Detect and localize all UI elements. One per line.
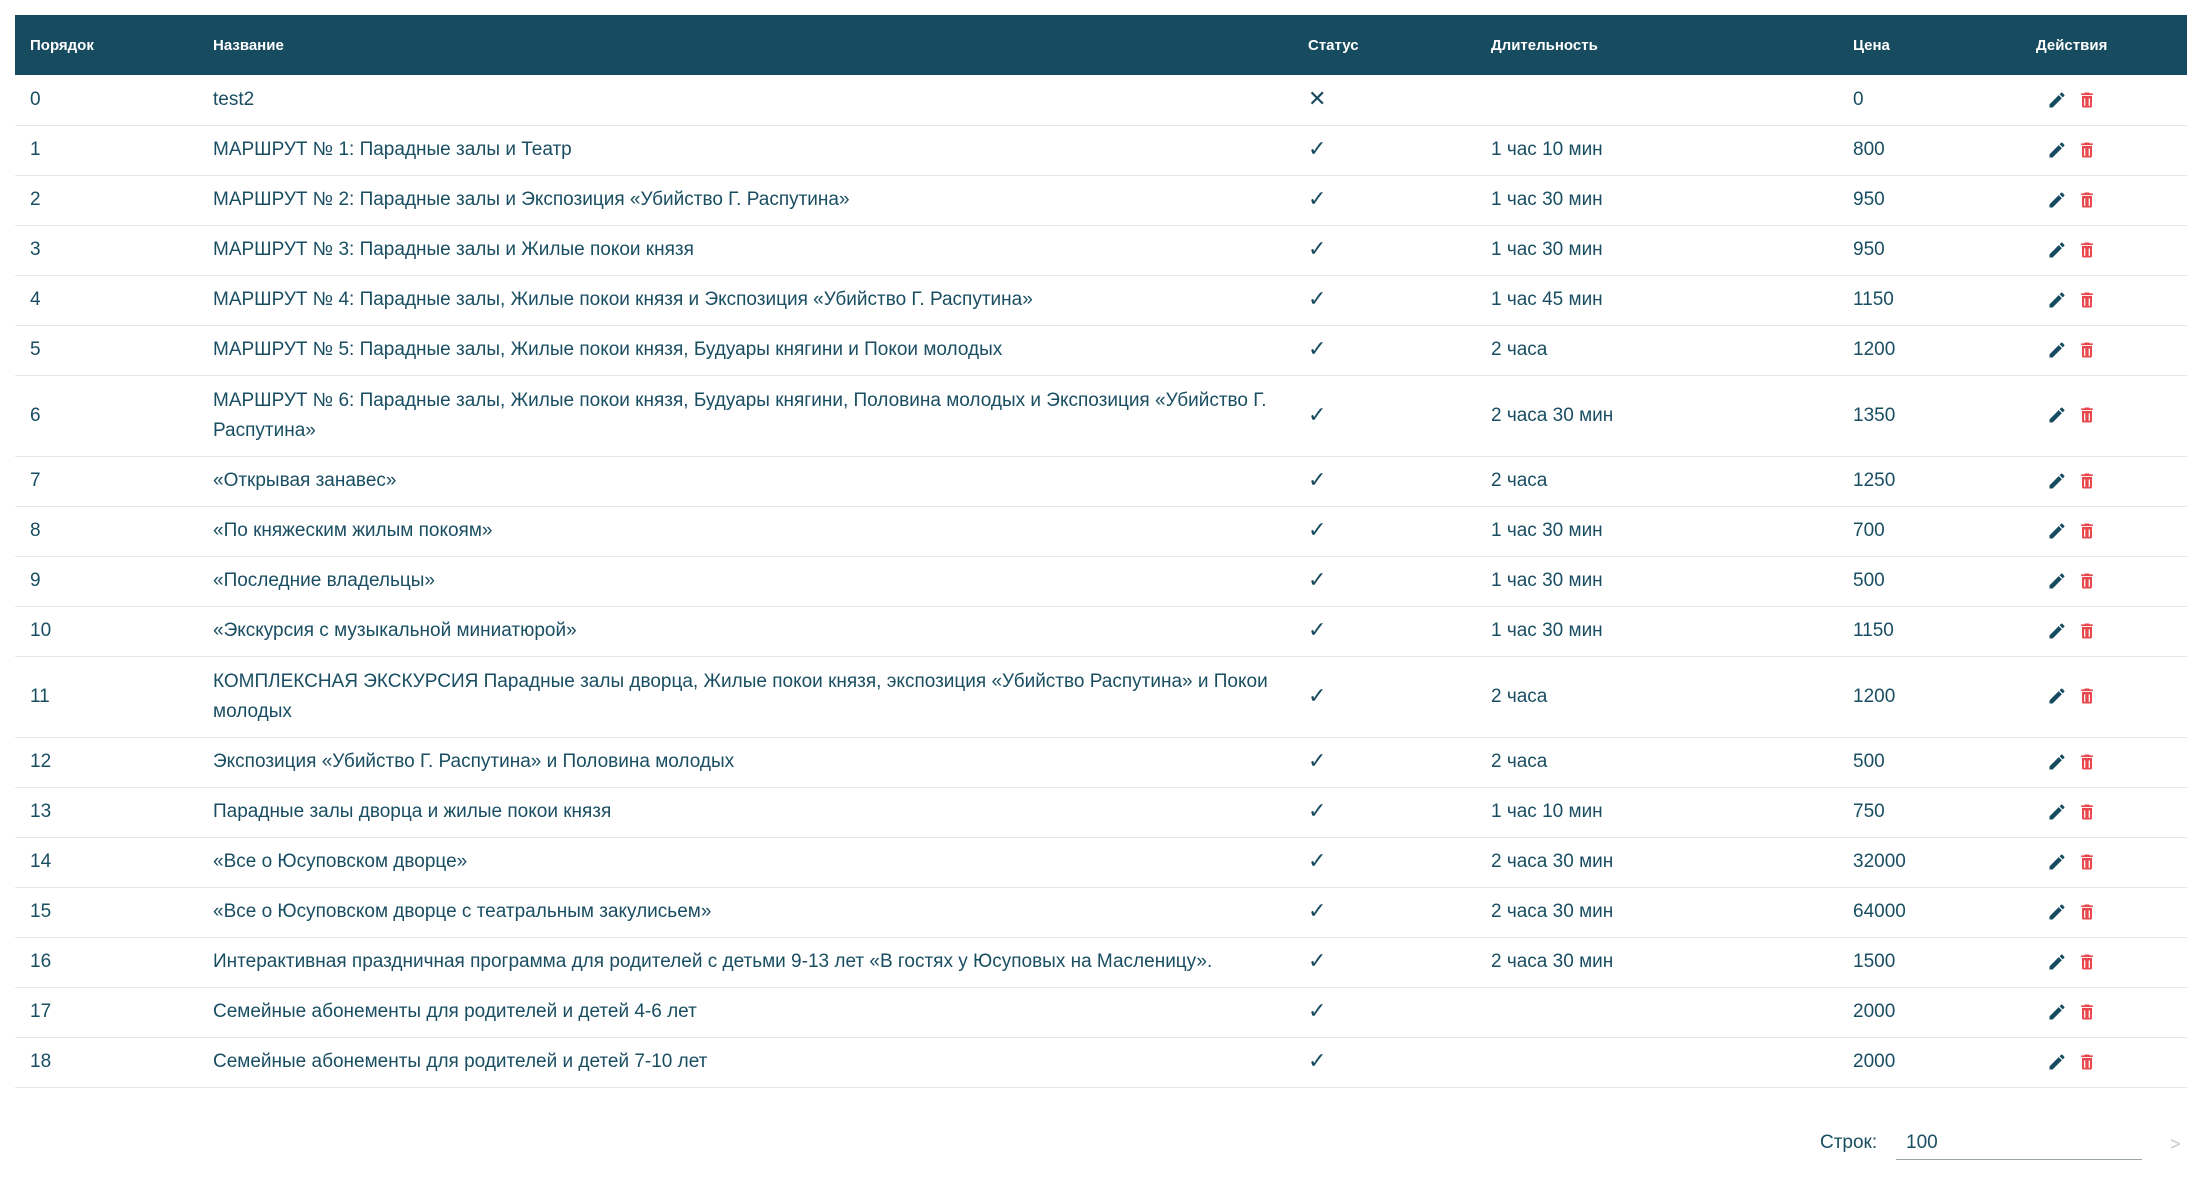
cell-name: «Все о Юсуповском дворце» <box>198 837 1293 887</box>
status-icon: ✓ <box>1308 286 1327 311</box>
table-row[interactable] <box>15 75 2187 125</box>
header-actions: Действия <box>2036 36 2108 54</box>
status-icon: ✓ <box>1308 617 1327 642</box>
status-icon: ✓ <box>1308 236 1327 261</box>
cell-price: 700 <box>1838 506 2021 556</box>
cell-status <box>1293 606 1476 656</box>
pencil-icon[interactable] <box>2044 618 2070 644</box>
cell-actions <box>2021 787 2187 837</box>
trash-icon[interactable] <box>2074 337 2100 363</box>
table-row[interactable] <box>15 556 2187 606</box>
cell-name: «Все о Юсуповском дворце с театральным закулисьем» <box>198 887 1293 937</box>
cell-order: 16 <box>15 937 198 987</box>
cell-price: 1350 <box>1838 375 2021 456</box>
cell-duration: 1 час 30 мин <box>1476 556 1838 606</box>
cell-order: 14 <box>15 837 198 887</box>
cell-name: «Экскурсия с музыкальной миниатюрой» <box>198 606 1293 656</box>
cell-actions <box>2021 837 2187 887</box>
cell-duration: 1 час 30 мин <box>1476 225 1838 275</box>
trash-icon[interactable] <box>2074 849 2100 875</box>
cell-status <box>1293 887 1476 937</box>
cell-actions <box>2021 456 2187 506</box>
pencil-icon[interactable] <box>2044 683 2070 709</box>
table-row[interactable] <box>15 125 2187 175</box>
cell-duration <box>1476 75 1838 125</box>
cell-name: Семейные абонементы для родителей и детей 7-10 лет <box>198 1037 1293 1087</box>
cell-order: 5 <box>15 325 198 375</box>
pencil-icon[interactable] <box>2044 237 2070 263</box>
status-icon: ✓ <box>1308 136 1327 161</box>
status-icon: ✓ <box>1308 567 1327 592</box>
trash-icon[interactable] <box>2074 1049 2100 1075</box>
pencil-icon[interactable] <box>2044 949 2070 975</box>
cell-price: 0 <box>1838 75 2021 125</box>
trash-icon[interactable] <box>2074 683 2100 709</box>
cell-order: 7 <box>15 456 198 506</box>
table-header-row <box>15 15 2187 75</box>
cell-price: 2000 <box>1838 987 2021 1037</box>
cell-order: 13 <box>15 787 198 837</box>
table-row[interactable] <box>15 737 2187 787</box>
status-icon: ✓ <box>1308 401 1327 427</box>
cell-duration: 2 часа <box>1476 325 1838 375</box>
header-order[interactable]: Порядок <box>30 36 94 54</box>
cell-name: Экспозиция «Убийство Г. Распутина» и Половина молодых <box>198 737 1293 787</box>
cell-order: 15 <box>15 887 198 937</box>
cell-price: 1500 <box>1838 937 2021 987</box>
cell-duration: 1 час 10 мин <box>1476 787 1838 837</box>
cell-actions <box>2021 75 2187 125</box>
status-icon: ✓ <box>1308 682 1327 708</box>
cell-name: Парадные залы дворца и жилые покои князя <box>198 787 1293 837</box>
cell-price: 950 <box>1838 175 2021 225</box>
cell-name: МАРШРУТ № 6: Парадные залы, Жилые покои князя, Будуары княгини, Половина молодых и Экспозиция «Убийство Г. Распутина» <box>198 375 1293 456</box>
cell-actions <box>2021 175 2187 225</box>
cell-order: 6 <box>15 375 198 456</box>
cell-status <box>1293 837 1476 887</box>
pencil-icon[interactable] <box>2044 568 2070 594</box>
cell-name: «Открывая занавес» <box>198 456 1293 506</box>
cell-status <box>1293 456 1476 506</box>
trash-icon[interactable] <box>2074 287 2100 313</box>
cell-name: МАРШРУТ № 3: Парадные залы и Жилые покои князя <box>198 225 1293 275</box>
pencil-icon[interactable] <box>2044 187 2070 213</box>
cell-status <box>1293 75 1476 125</box>
cell-order: 1 <box>15 125 198 175</box>
table-row[interactable] <box>15 656 2187 737</box>
trash-icon[interactable] <box>2074 899 2100 925</box>
pencil-icon[interactable] <box>2044 799 2070 825</box>
trash-icon[interactable] <box>2074 799 2100 825</box>
status-icon: ✓ <box>1308 798 1327 823</box>
cell-duration: 2 часа <box>1476 737 1838 787</box>
table-row[interactable] <box>15 606 2187 656</box>
cell-duration: 2 часа 30 мин <box>1476 887 1838 937</box>
cell-status <box>1293 125 1476 175</box>
pencil-icon[interactable] <box>2044 402 2070 428</box>
pencil-icon[interactable] <box>2044 899 2070 925</box>
cell-price: 32000 <box>1838 837 2021 887</box>
status-icon: ✕ <box>1308 85 1327 111</box>
trash-icon[interactable] <box>2074 518 2100 544</box>
cell-duration <box>1476 987 1838 1037</box>
cell-duration: 1 час 30 мин <box>1476 175 1838 225</box>
table-row[interactable] <box>15 837 2187 887</box>
cell-duration: 1 час 30 мин <box>1476 506 1838 556</box>
cell-price: 750 <box>1838 787 2021 837</box>
table-row[interactable] <box>15 456 2187 506</box>
cell-actions <box>2021 325 2187 375</box>
cell-status <box>1293 656 1476 737</box>
table-row[interactable] <box>15 887 2187 937</box>
cell-status <box>1293 375 1476 456</box>
cell-name: Семейные абонементы для родителей и детей 4-6 лет <box>198 987 1293 1037</box>
header-price[interactable]: Цена <box>1853 36 1890 54</box>
cell-status <box>1293 556 1476 606</box>
trash-icon[interactable] <box>2074 237 2100 263</box>
cell-status <box>1293 737 1476 787</box>
trash-icon[interactable] <box>2074 949 2100 975</box>
cell-actions <box>2021 375 2187 456</box>
cell-actions <box>2021 275 2187 325</box>
table-row[interactable] <box>15 275 2187 325</box>
excursions-table <box>15 15 2187 1088</box>
header-status[interactable]: Статус <box>1308 36 1359 54</box>
cell-duration: 2 часа 30 мин <box>1476 375 1838 456</box>
rows-per-page-input[interactable] <box>1896 1126 2142 1160</box>
cell-duration: 2 часа <box>1476 656 1838 737</box>
trash-icon[interactable] <box>2074 187 2100 213</box>
cell-duration: 2 часа 30 мин <box>1476 937 1838 987</box>
cell-actions <box>2021 737 2187 787</box>
cell-name: МАРШРУТ № 2: Парадные залы и Экспозиция «Убийство Г. Распутина» <box>198 175 1293 225</box>
status-icon: ✓ <box>1308 1048 1327 1073</box>
trash-icon[interactable] <box>2074 618 2100 644</box>
trash-icon[interactable] <box>2074 87 2100 113</box>
cell-price: 1200 <box>1838 325 2021 375</box>
cell-price: 64000 <box>1838 887 2021 937</box>
cell-name: «Последние владельцы» <box>198 556 1293 606</box>
trash-icon[interactable] <box>2074 568 2100 594</box>
cell-price: 1250 <box>1838 456 2021 506</box>
pencil-icon[interactable] <box>2044 287 2070 313</box>
cell-price: 1150 <box>1838 275 2021 325</box>
cell-duration: 1 час 45 мин <box>1476 275 1838 325</box>
pencil-icon[interactable] <box>2044 518 2070 544</box>
cell-price: 950 <box>1838 225 2021 275</box>
cell-order: 11 <box>15 656 198 737</box>
cell-status <box>1293 506 1476 556</box>
cell-name: МАРШРУТ № 5: Парадные залы, Жилые покои князя, Будуары княгини и Покои молодых <box>198 325 1293 375</box>
cell-name: КОМПЛЕКСНАЯ ЭКСКУРСИЯ Парадные залы дворца, Жилые покои князя, экспозиция «Убийство Распутина» и Покои молодых <box>198 656 1293 737</box>
cell-actions <box>2021 1037 2187 1087</box>
cell-order: 0 <box>15 75 198 125</box>
cell-duration: 1 час 30 мин <box>1476 606 1838 656</box>
cell-actions <box>2021 125 2187 175</box>
table-row[interactable] <box>15 375 2187 456</box>
cell-name: test2 <box>198 75 1293 125</box>
cell-status <box>1293 175 1476 225</box>
cell-price: 500 <box>1838 556 2021 606</box>
pencil-icon[interactable] <box>2044 1049 2070 1075</box>
trash-icon[interactable] <box>2074 468 2100 494</box>
cell-actions <box>2021 887 2187 937</box>
cell-price: 1150 <box>1838 606 2021 656</box>
cell-actions <box>2021 937 2187 987</box>
cell-order: 10 <box>15 606 198 656</box>
trash-icon[interactable] <box>2074 137 2100 163</box>
excursions-table-container <box>15 15 2187 1088</box>
status-icon: ✓ <box>1308 748 1327 773</box>
cell-status <box>1293 787 1476 837</box>
trash-icon[interactable] <box>2074 999 2100 1025</box>
table-row[interactable] <box>15 175 2187 225</box>
cell-duration: 2 часа 30 мин <box>1476 837 1838 887</box>
cell-order: 12 <box>15 737 198 787</box>
cell-order: 4 <box>15 275 198 325</box>
cell-duration <box>1476 1037 1838 1087</box>
pencil-icon[interactable] <box>2044 468 2070 494</box>
cell-actions <box>2021 225 2187 275</box>
cell-order: 17 <box>15 987 198 1037</box>
pencil-icon[interactable] <box>2044 849 2070 875</box>
cell-order: 18 <box>15 1037 198 1087</box>
table-row[interactable] <box>15 987 2187 1037</box>
trash-icon[interactable] <box>2074 402 2100 428</box>
table-row[interactable] <box>15 325 2187 375</box>
cell-name: МАРШРУТ № 1: Парадные залы и Театр <box>198 125 1293 175</box>
cell-status <box>1293 275 1476 325</box>
cell-order: 3 <box>15 225 198 275</box>
cell-name: МАРШРУТ № 4: Парадные залы, Жилые покои князя и Экспозиция «Убийство Г. Распутина» <box>198 275 1293 325</box>
status-icon: ✓ <box>1308 848 1327 873</box>
cell-status <box>1293 325 1476 375</box>
pagination-footer <box>1800 1126 2190 1166</box>
trash-icon[interactable] <box>2074 749 2100 775</box>
cell-status <box>1293 987 1476 1037</box>
table-row[interactable] <box>15 1037 2187 1087</box>
cell-name: «По княжеским жилым покоям» <box>198 506 1293 556</box>
pencil-icon[interactable] <box>2044 137 2070 163</box>
header-duration[interactable]: Длительность <box>1491 36 1598 54</box>
cell-actions <box>2021 506 2187 556</box>
rows-per-page-label: Строк: <box>1820 1132 1878 1153</box>
header-name[interactable]: Название <box>213 36 284 54</box>
table-row[interactable] <box>15 937 2187 987</box>
cell-status <box>1293 937 1476 987</box>
next-page-icon[interactable]: > <box>2170 1134 2181 1154</box>
table-row[interactable] <box>15 225 2187 275</box>
status-icon: ✓ <box>1308 517 1327 542</box>
cell-order: 8 <box>15 506 198 556</box>
status-icon: ✓ <box>1308 336 1327 361</box>
pencil-icon[interactable] <box>2044 749 2070 775</box>
cell-actions <box>2021 987 2187 1037</box>
cell-status <box>1293 1037 1476 1087</box>
cell-price: 2000 <box>1838 1037 2021 1087</box>
cell-actions <box>2021 556 2187 606</box>
status-icon: ✓ <box>1308 467 1327 492</box>
cell-order: 9 <box>15 556 198 606</box>
cell-order: 2 <box>15 175 198 225</box>
cell-duration: 2 часа <box>1476 456 1838 506</box>
pencil-icon[interactable] <box>2044 999 2070 1025</box>
pencil-icon[interactable] <box>2044 87 2070 113</box>
cell-price: 500 <box>1838 737 2021 787</box>
cell-status <box>1293 225 1476 275</box>
status-icon: ✓ <box>1308 998 1327 1023</box>
table-row[interactable] <box>15 506 2187 556</box>
cell-actions <box>2021 656 2187 737</box>
cell-duration: 1 час 10 мин <box>1476 125 1838 175</box>
status-icon: ✓ <box>1308 948 1327 973</box>
table-row[interactable] <box>15 787 2187 837</box>
cell-name: Интерактивная праздничная программа для родителей с детьми 9-13 лет «В гостях у Юсуповых на Масленицу». <box>198 937 1293 987</box>
status-icon: ✓ <box>1308 186 1327 211</box>
cell-price: 800 <box>1838 125 2021 175</box>
status-icon: ✓ <box>1308 898 1327 923</box>
cell-price: 1200 <box>1838 656 2021 737</box>
cell-actions <box>2021 606 2187 656</box>
pencil-icon[interactable] <box>2044 337 2070 363</box>
